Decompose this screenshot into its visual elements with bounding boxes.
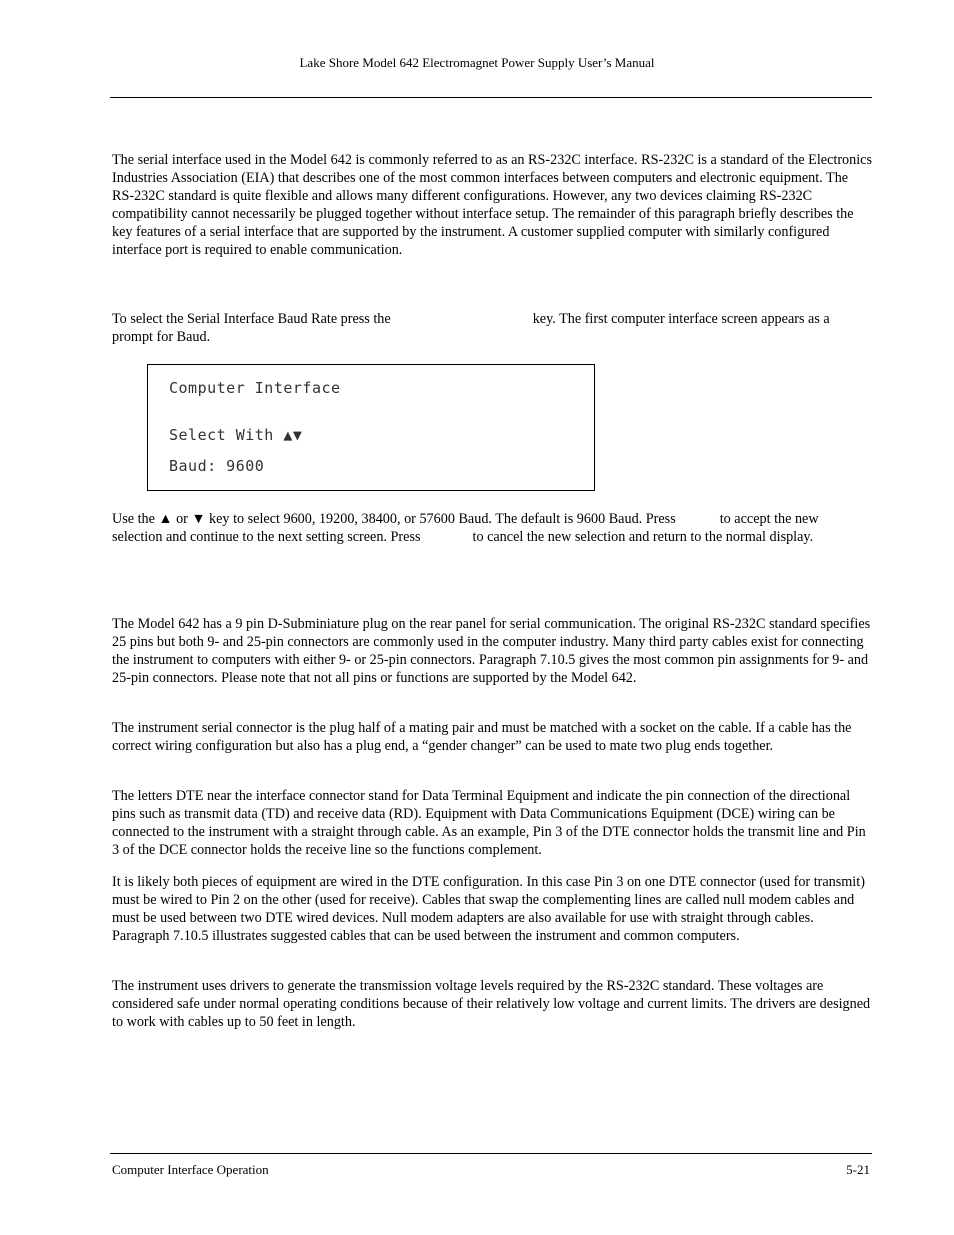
paragraph-baud-keys (112, 510, 872, 546)
footer-page-number: 5-21 (846, 1162, 870, 1177)
footer-rule (110, 1153, 872, 1154)
baud-select-text-a: To select the Serial Interface Baud Rate press the (112, 311, 391, 327)
paragraph-plug-socket: The instrument serial connector is the plug half of a mating pair and must be matched with a socket on the cable. If a cable has the correct wiring configuration but also has a plug end, a “gender changer” can be used to mate two plug ends together. (112, 720, 852, 754)
page-header-title: Lake Shore Model 642 Electromagnet Power Supply User’s Manual (299, 55, 655, 70)
baud-keys-text-a: Use the ▲ or ▼ key to select 9600, 19200, 38400, or 57600 Baud. The default is 9600 Baud. Press (112, 511, 676, 527)
lcd-line-2: Select With ▲▼ (169, 426, 303, 444)
paragraph-connector: The Model 642 has a 9 pin D-Subminiature plug on the rear panel for serial communication. The original RS-232C standard specifies 25 pins but both 9- and 25-pin connectors are commonly used in the computer industry. Many third party cables exist for connecting the instrument to computers with either 9- or 25-pin connectors. Paragraph 7.10.5 gives the most common pin assignments for 9- and 25-pin connectors. Please note that not all pins or functions are supported by the Model 642. (112, 616, 871, 686)
lcd-line-1: Computer Interface (169, 379, 341, 397)
lcd-display (147, 364, 595, 491)
baud-keys-text-b: to accept the new selection and continue to the next setting screen. Press (112, 511, 819, 545)
baud-keys-text-c: to cancel the new selection and return to the normal display. (472, 529, 814, 545)
lcd-line-3: Baud: 9600 (169, 457, 265, 475)
footer-section-title: Computer Interface Operation (112, 1162, 269, 1177)
paragraph-drivers: The instrument uses drivers to generate the transmission voltage levels required by the RS-232C standard. These voltages are considered safe under normal operating conditions because of their relatively low voltage and current limits. The drivers are designed to work with cables up to 50 feet in length. (112, 978, 871, 1030)
paragraph-baud-select (112, 310, 872, 346)
paragraph-serial-interface: The serial interface used in the Model 642 is commonly referred to as an RS-232C interface. RS-232C is a standard of the Electronics Industries Association (EIA) that describes one of the most common interfaces between computers and electronic equipment. The RS-232C standard is quite flexible and allows many different configurations. However, any two devices claiming RS-232C compatibility cannot necessarily be plugged together without interface setup. The remainder of this paragraph briefly describes the key features of a serial interface that are supported by the instrument. A customer supplied computer with similarly configured interface port is required to enable communication. (112, 152, 872, 258)
header-rule (110, 97, 872, 98)
paragraph-dte: The letters DTE near the interface connector stand for Data Terminal Equipment and indicate the pin connection of the directional pins such as transmit data (TD) and receive data (RD). Equipment with Data Communications Equipment (DCE) wiring can be connected to the instrument with a straight through cable. As an example, Pin 3 of the DTE connector holds the transmit line and Pin 3 of the DCE connector holds the receive line so the functions complement. (112, 788, 866, 858)
paragraph-null-modem: It is likely both pieces of equipment are wired in the DTE configuration. In this case Pin 3 on one DTE connector (used for transmit) must be wired to Pin 2 on the other (used for receive). Cables that swap the complementing lines are called null modem cables and must be used between two DTE wired devices. Null modem adapters are also available for use with straight through cables. Paragraph 7.10.5 illustrates suggested cables that can be used between the instrument and common computers. (112, 874, 865, 944)
baud-select-text-b: key. The first computer interface screen appears as a prompt for Baud. (112, 311, 830, 345)
